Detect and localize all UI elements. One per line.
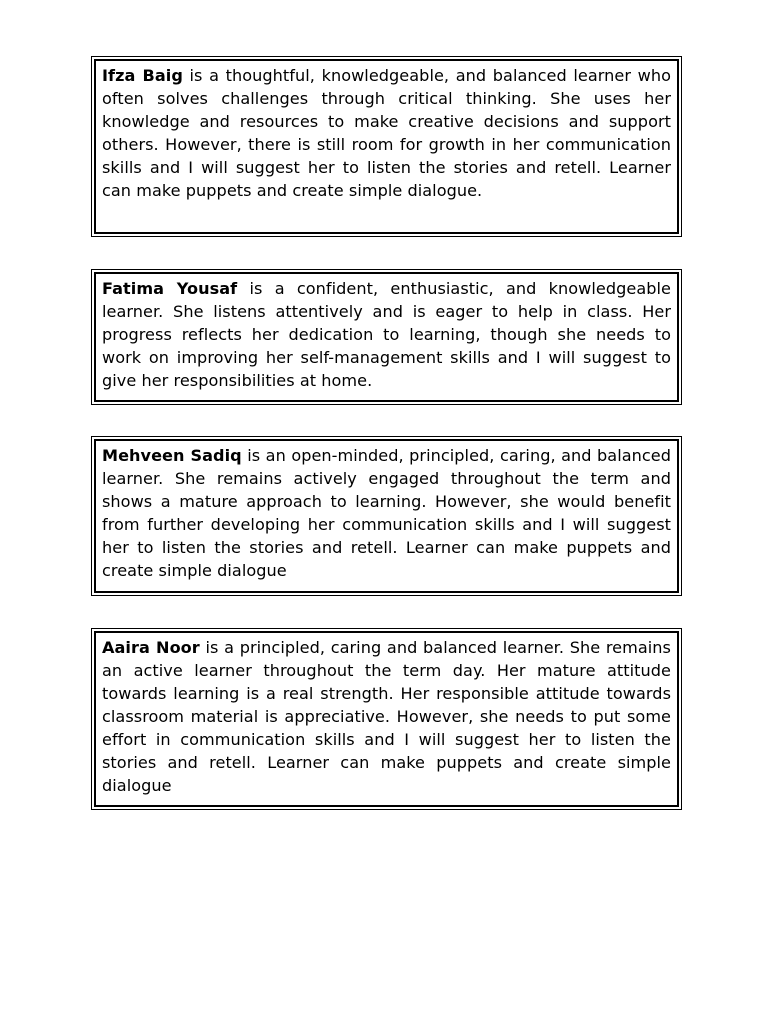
comment-card-inner <box>95 440 678 592</box>
comment-card-mehveen-sadiq <box>91 436 682 596</box>
comment-card-inner <box>95 632 678 806</box>
learner-name: Mehveen Sadiq <box>102 446 242 465</box>
learner-name: Aaira Noor <box>102 638 200 657</box>
comment-paragraph <box>102 636 671 797</box>
comment-card-aaira-noor <box>91 628 682 810</box>
comment-card-ifza-baig <box>91 56 682 237</box>
comment-card-inner <box>95 60 678 233</box>
comment-text: is a confident, enthusiastic, and knowledgeable learner. She listens attentively and is eager to help in class. Her progress reflects her dedication to learning, though she needs to work on improving her self-management skills and I will suggest to give her responsibilities at home. <box>102 279 671 390</box>
comment-paragraph <box>102 444 671 582</box>
comment-text: is an open-minded, principled, caring, and balanced learner. She remains actively engaged throughout the term and shows a mature approach to learning. However, she would benefit from further developing her communication skills and I will suggest her to listen the stories and retell. Learner can make puppets and create simple dialogue <box>102 446 671 580</box>
comment-paragraph <box>102 277 671 392</box>
learner-name: Fatima Yousaf <box>102 279 238 298</box>
comment-text: is a thoughtful, knowledgeable, and balanced learner who often solves challenges through critical thinking. She uses her knowledge and resources to make creative decisions and support others. However, there is still room for growth in her communication skills and I will suggest her to listen the stories and retell. Learner can make puppets and create simple dialogue. <box>102 66 671 200</box>
comment-card-inner <box>95 273 678 401</box>
comment-text: is a principled, caring and balanced learner. She remains an active learner throughout the term day. Her mature attitude towards learning is a real strength. Her responsible attitude towards classroom material is appreciative. However, she needs to put some effort in communication skills and I will suggest her to listen the stories and retell. Learner can make puppets and create simple dialogue <box>102 638 671 795</box>
comment-paragraph <box>102 64 671 202</box>
comment-card-fatima-yousaf <box>91 269 682 405</box>
learner-name: Ifza Baig <box>102 66 183 85</box>
